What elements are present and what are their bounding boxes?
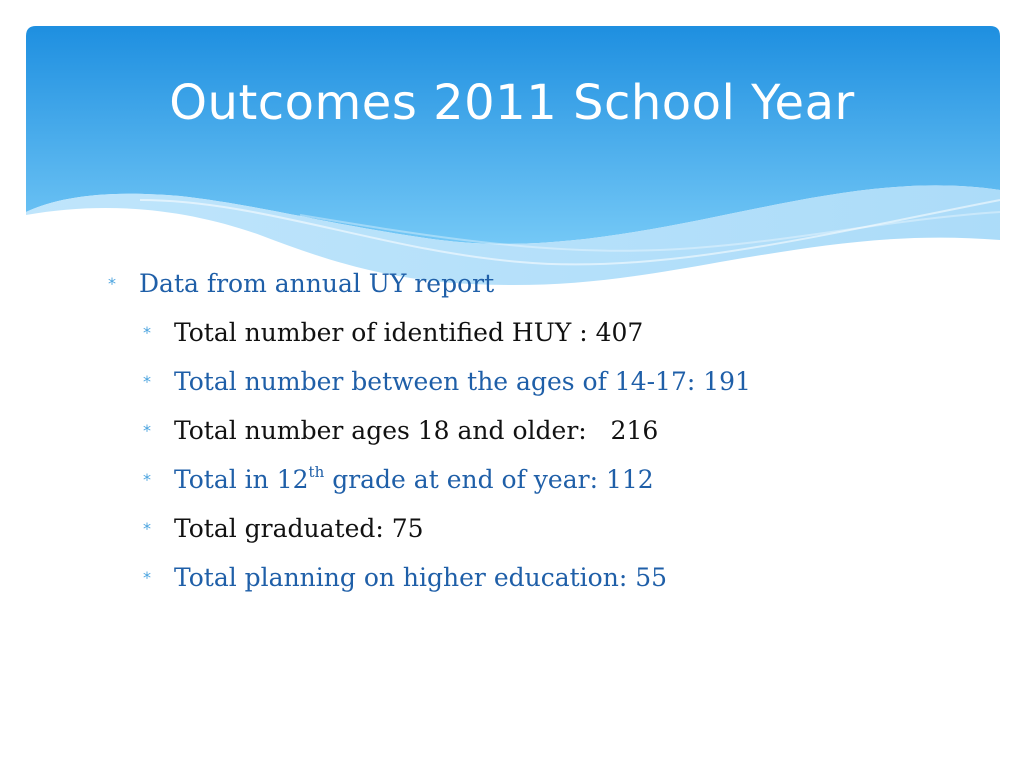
bullet-text: Total planning on higher education: 55 (174, 563, 668, 592)
bullet-text: Total number of identified HUY : 407 (174, 318, 644, 347)
asterisk-bullet-icon: * (143, 470, 151, 489)
bullet-item-main (108, 262, 988, 311)
bullet-text-part: Total in 12 (174, 465, 309, 494)
bullet-text: Data from annual UY report (139, 269, 495, 298)
sub-bullet-item (108, 360, 988, 409)
asterisk-bullet-icon: * (143, 568, 151, 587)
bullet-text: Total number ages 18 and older: 216 (174, 416, 659, 445)
bullet-text-part: grade at end of year: 112 (324, 465, 654, 494)
slide-title: Outcomes 2011 School Year (169, 75, 855, 131)
asterisk-bullet-icon: * (143, 372, 151, 391)
sub-bullet-item (108, 409, 988, 458)
asterisk-bullet-icon: * (108, 274, 116, 293)
bullet-text: Total number between the ages of 14-17: 191 (174, 367, 751, 396)
sub-bullet-item (108, 507, 988, 556)
bullet-text: Total graduated: 75 (174, 514, 424, 543)
asterisk-bullet-icon: * (143, 323, 151, 342)
sub-bullet-item (108, 458, 988, 507)
asterisk-bullet-icon: * (143, 519, 151, 538)
header-wave-banner (0, 0, 1024, 300)
asterisk-bullet-icon: * (143, 421, 151, 440)
ordinal-superscript: th (308, 462, 325, 481)
bullet-text (174, 458, 654, 502)
sub-bullet-item (108, 556, 988, 605)
bullet-list (108, 262, 988, 605)
sub-bullet-item (108, 311, 988, 360)
